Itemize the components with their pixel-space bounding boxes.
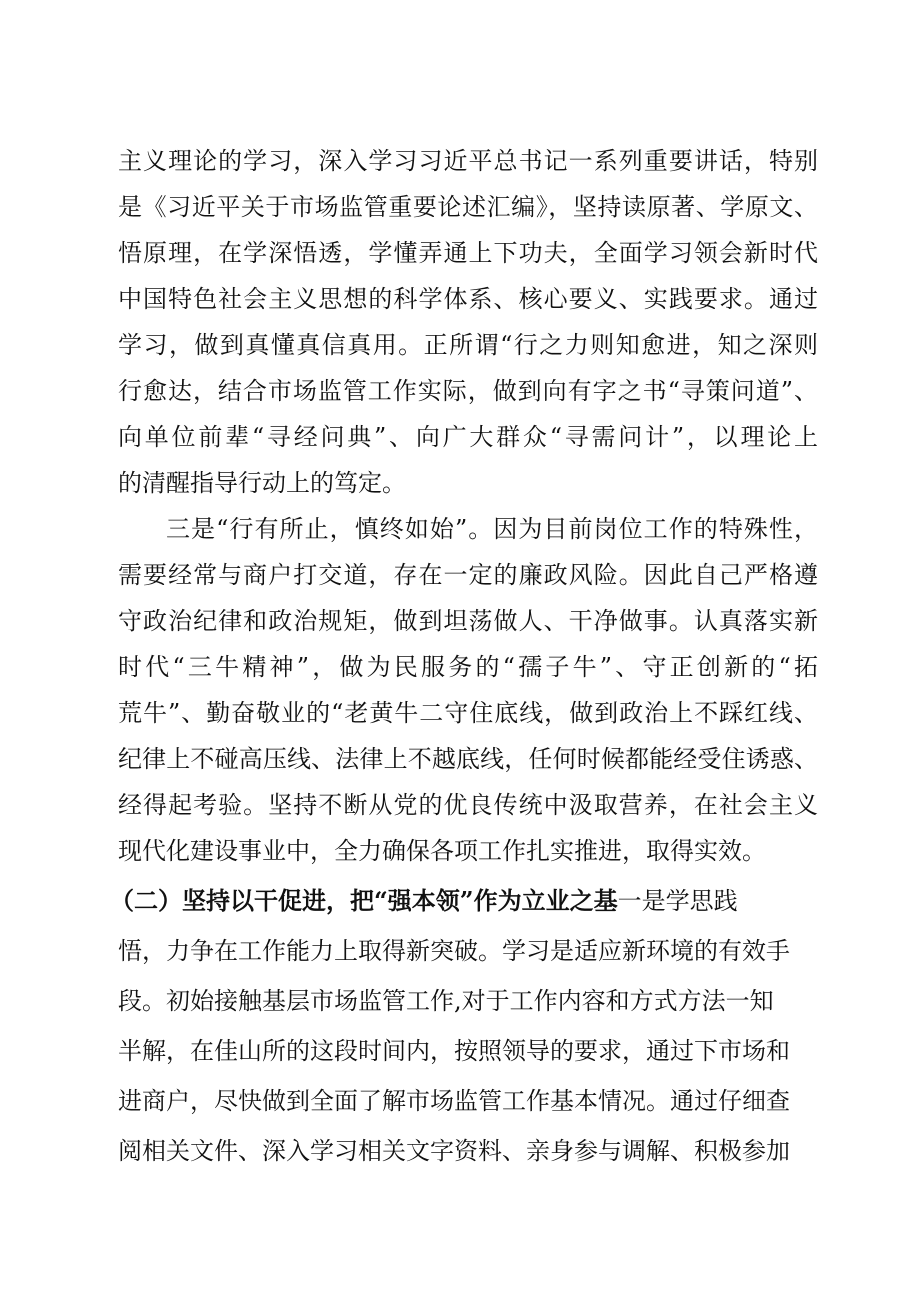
section-heading: （二）坚持以干促进，把“强本领”作为立业之基 <box>110 886 618 915</box>
text-line: 的清醒指导行动上的笃定。 <box>118 469 406 497</box>
section-heading-tail: 一是学思践 <box>617 887 738 915</box>
text-line-indented: 三是“行有所止，慎终如始”。因为目前岗位工作的特殊性， <box>166 515 818 543</box>
text-line: 半解，在佳山所的这段时间内，按照领导的要求，通过下市场和 <box>118 1037 790 1065</box>
text-line: 现代化建设事业中，全力确保各项工作扎实推进，取得实效。 <box>118 837 766 865</box>
paragraph-1 <box>118 138 818 506</box>
text-line: 进商户，尽快做到全面了解市场监管工作基本情况。通过仔细查 <box>118 1087 790 1115</box>
text-line: 纪律上不碰高压线、法律上不越底线，任何时候都能经受住诱惑、 <box>118 745 818 773</box>
section-2 <box>110 876 818 1176</box>
text-line: 荒牛”、勤奋敬业的“老黄牛二守住底线，做到政治上不踩红线、 <box>118 699 818 727</box>
text-line: 中国特色社会主义思想的科学体系、核心要义、实践要求。通过 <box>118 285 818 313</box>
text-line: 主义理论的学习，深入学习习近平总书记一系列重要讲话，特别 <box>118 147 818 175</box>
document-body <box>110 138 818 1176</box>
text-line: 向单位前辈“寻经问典”、向广大群众“寻需问计”，以理论上 <box>118 423 818 451</box>
text-line: 守政治纪律和政治规矩，做到坦荡做人、干净做事。认真落实新 <box>118 607 818 635</box>
section-heading-line <box>110 876 818 926</box>
text-line: 行愈达，结合市场监管工作实际，做到向有字之书“寻策问道”、 <box>118 377 818 405</box>
text-line: 阅相关文件、深入学习相关文字资料、亲身参与调解、积极参加 <box>118 1137 790 1165</box>
paragraph-2 <box>118 506 818 874</box>
text-line: 学习，做到真懂真信真用。正所谓“行之力则知愈进，知之深则 <box>118 331 818 359</box>
text-line: 需要经常与商户打交道，存在一定的廉政风险。因此自己严格遵 <box>118 561 818 589</box>
text-line: 是《习近平关于市场监管重要论述汇编》，坚持读原著、学原文、 <box>118 193 818 221</box>
text-line: 经得起考验。坚持不断从党的优良传统中汲取营养，在社会主义 <box>118 791 818 819</box>
text-line: 时代“三牛精神”，做为民服务的“孺子牛”、守正创新的“拓 <box>118 653 818 681</box>
text-line: 悟原理，在学深悟透，学懂弄通上下功夫，全面学习领会新时代 <box>118 239 818 267</box>
text-line: 段。初始接触基层市场监管工作,对于工作内容和方式方法一知 <box>118 987 774 1015</box>
text-line: 悟，力争在工作能力上取得新突破。学习是适应新环境的有效手 <box>118 937 790 965</box>
